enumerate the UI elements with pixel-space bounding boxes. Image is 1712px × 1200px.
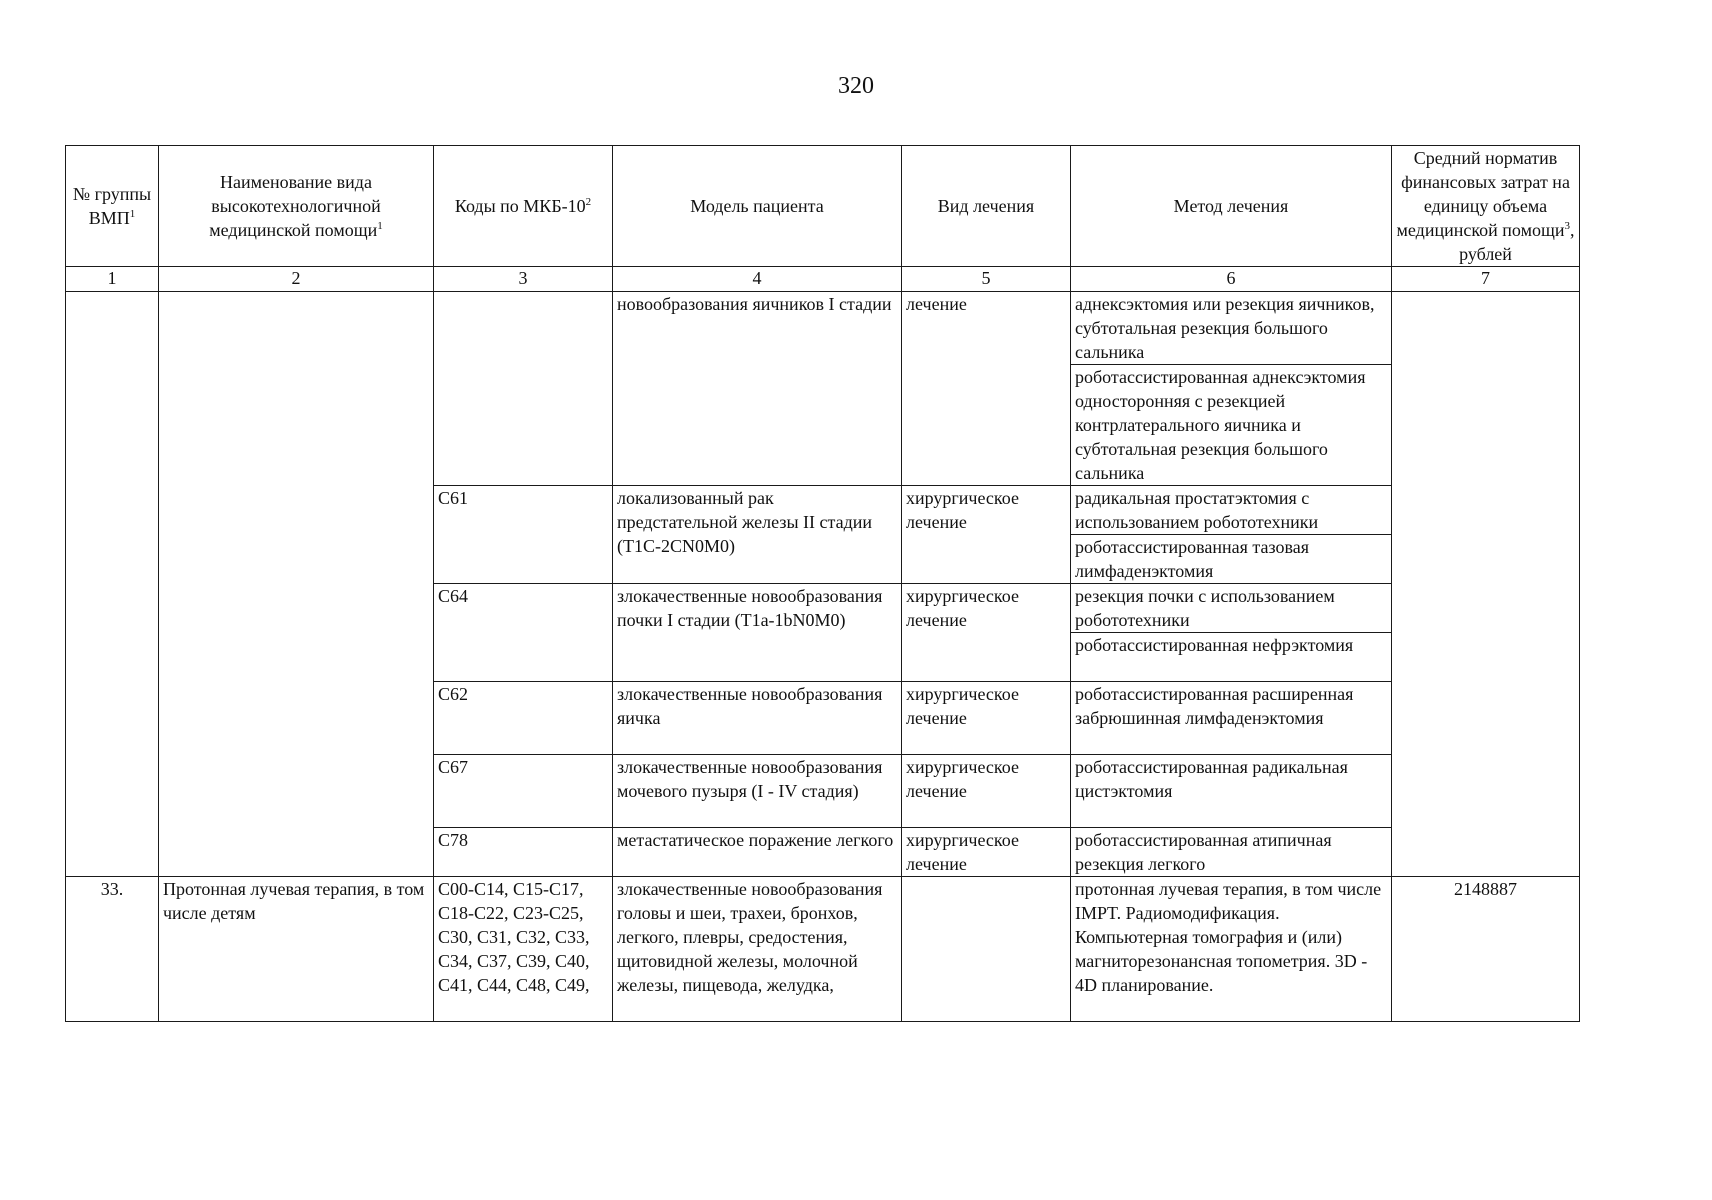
care-type-cell xyxy=(159,292,434,877)
header-treatment-type-text: Вид лечения xyxy=(937,196,1035,216)
cost-cell: 2148887 xyxy=(1392,877,1580,1022)
header-care-type-text: Наименование вида высокотехнологичной медицинской помощи xyxy=(209,172,381,240)
treatment-type-cell: лечение xyxy=(902,292,1071,486)
patient-model-cell: злокачественные новообразования почки I стадии (T1a-1bN0M0) xyxy=(613,584,902,682)
header-icd-codes-text: Коды по МКБ-10 xyxy=(454,196,586,216)
treatment-method-cell: аднексэктомия или резекция яичников, субтотальная резекция большого сальника xyxy=(1071,292,1392,365)
treatment-method-cell: роботассистированная атипичная резекция легкого xyxy=(1071,828,1392,877)
column-number: 1 xyxy=(66,267,159,292)
treatment-type-cell: хирургическое лечение xyxy=(902,828,1071,877)
icd-code-cell: C61 xyxy=(434,486,613,584)
header-patient-model xyxy=(613,146,902,267)
group-number-cell: 33. xyxy=(66,877,159,1022)
column-number: 2 xyxy=(159,267,434,292)
icd-code-cell: C78 xyxy=(434,828,613,877)
header-treatment-method xyxy=(1071,146,1392,267)
treatment-method-cell: роботассистированная аднексэктомия односторонняя с резекцией контрлатерального яичника и субтотальная резекция большого сальника xyxy=(1071,365,1392,486)
patient-model-cell: злокачественные новообразования головы и шеи, трахеи, бронхов, легкого, плевры, средостения, щитовидной железы, молочной железы, пищевода, желудка, xyxy=(613,877,902,1022)
patient-model-cell: новообразования яичников I стадии xyxy=(613,292,902,486)
group-number-cell xyxy=(66,292,159,877)
footnote-marker: 2 xyxy=(585,196,592,208)
treatment-method-cell: роботассистированная нефрэктомия xyxy=(1071,633,1392,682)
column-number: 7 xyxy=(1392,267,1580,292)
treatment-method-cell: роботассистированная радикальная цистэктомия xyxy=(1071,755,1392,828)
header-cost-norm xyxy=(1392,146,1580,267)
table-row xyxy=(66,292,1580,365)
patient-model-cell: злокачественные новообразования яичка xyxy=(613,682,902,755)
table-header xyxy=(66,146,1580,267)
icd-code-cell: C67 xyxy=(434,755,613,828)
treatment-type-cell xyxy=(902,877,1071,1022)
treatment-method-cell: роботассистированная расширенная забрюшинная лимфаденэктомия xyxy=(1071,682,1392,755)
header-patient-model-text: Модель пациента xyxy=(690,196,824,216)
footnote-marker: 1 xyxy=(377,220,383,232)
header-care-type xyxy=(159,146,434,267)
icd-code-cell: C00-C14, C15-C17, C18-C22, C23-C25, C30, C31, C32, C33, C34, C37, C39, C40, C41, C44, C48, C49, xyxy=(434,877,613,1022)
treatment-method-cell: радикальная простатэктомия с использованием робототехники xyxy=(1071,486,1392,535)
table-row xyxy=(66,877,1580,1022)
column-number: 3 xyxy=(434,267,613,292)
icd-code-cell xyxy=(434,292,613,486)
header-cost-norm-text: Средний норматив финансовых затрат на единицу объема медицинской помощи xyxy=(1396,148,1570,240)
care-type-cell: Протонная лучевая терапия, в том числе детям xyxy=(159,877,434,1022)
column-number: 4 xyxy=(613,267,902,292)
treatment-type-cell: хирургическое лечение xyxy=(902,486,1071,584)
vmp-table xyxy=(65,145,1580,1022)
icd-code-cell: C62 xyxy=(434,682,613,755)
header-icd-codes xyxy=(434,146,613,267)
treatment-method-cell: протонная лучевая терапия, в том числе IMPT. Радиомодификация. Компьютерная томография и (или) магниторезонансная топометрия. 3D - 4D планирование. xyxy=(1071,877,1392,1022)
treatment-type-cell: хирургическое лечение xyxy=(902,682,1071,755)
patient-model-cell: локализованный рак предстательной железы II стадии (T1C-2CN0M0) xyxy=(613,486,902,584)
cost-cell xyxy=(1392,292,1580,877)
column-number-row xyxy=(66,267,1580,292)
header-cost-norm-unit: , рублей xyxy=(1459,220,1575,264)
column-number: 5 xyxy=(902,267,1071,292)
treatment-type-cell: хирургическое лечение xyxy=(902,755,1071,828)
treatment-method-cell: роботассистированная тазовая лимфаденэктомия xyxy=(1071,535,1392,584)
header-treatment-type xyxy=(902,146,1071,267)
patient-model-cell: метастатическое поражение легкого xyxy=(613,828,902,877)
header-treatment-method-text: Метод лечения xyxy=(1173,196,1289,216)
icd-code-cell: C64 xyxy=(434,584,613,682)
page-number: 320 xyxy=(838,73,874,99)
patient-model-cell: злокачественные новообразования мочевого пузыря (I - IV стадия) xyxy=(613,755,902,828)
header-group-number xyxy=(66,146,159,267)
treatment-method-cell: резекция почки с использованием робототехники xyxy=(1071,584,1392,633)
column-number: 6 xyxy=(1071,267,1392,292)
header-group-number-text: № группы ВМП xyxy=(72,184,152,228)
footnote-marker: 3 xyxy=(1564,220,1570,232)
footnote-marker: 1 xyxy=(129,208,136,220)
treatment-type-cell: хирургическое лечение xyxy=(902,584,1071,682)
